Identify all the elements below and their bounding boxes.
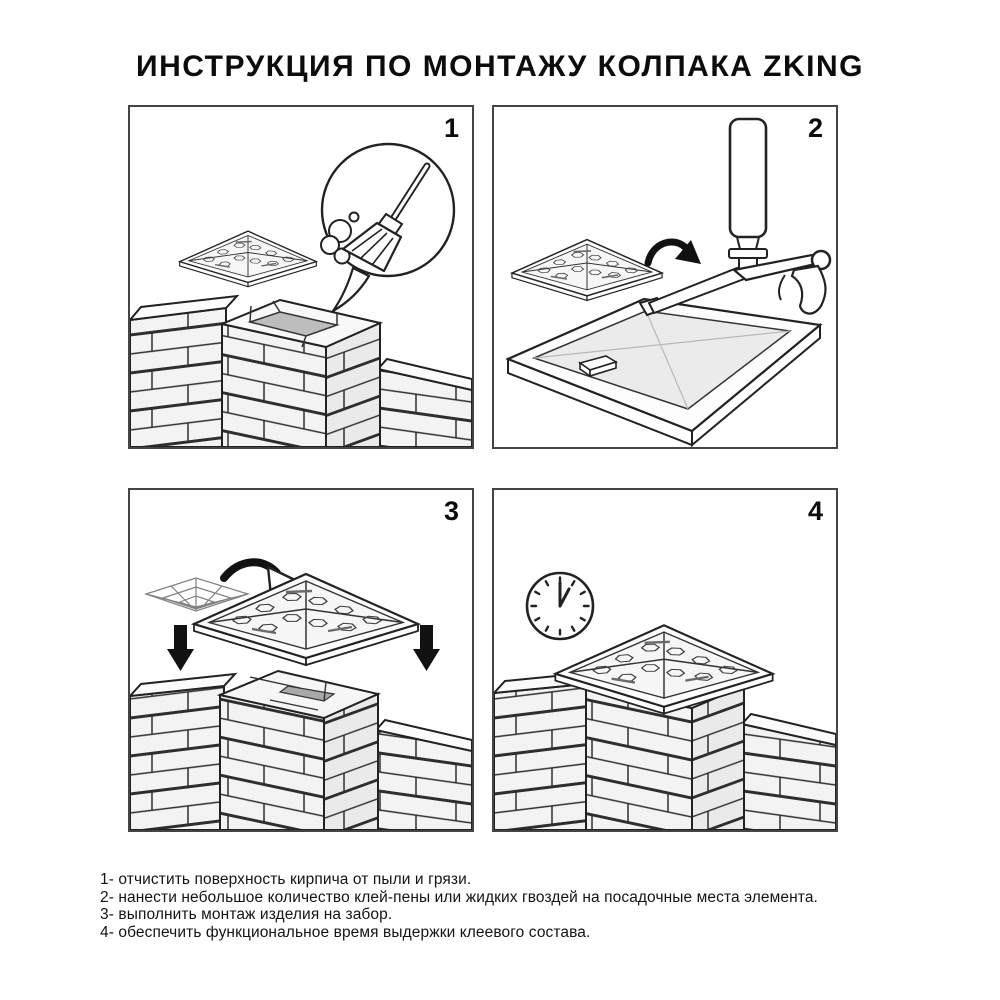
brick-pillar: [220, 671, 378, 830]
gun-grip: [792, 266, 826, 314]
step-number: 1: [443, 113, 459, 143]
step-panel-4: [492, 488, 838, 832]
instruction-line-3: 3- выполнить монтаж изделия на забор.: [100, 906, 393, 924]
step-number: 2: [807, 113, 823, 143]
step-panel-1: [128, 105, 474, 449]
steps-grid: [128, 105, 838, 832]
speech-bubble: [321, 144, 454, 311]
left-brick-wall: [130, 296, 237, 447]
step-number: 3: [443, 496, 459, 526]
right-brick-wall: [376, 720, 472, 830]
step-4-illustration: [494, 490, 836, 830]
instruction-line-1: 1- отчистить поверхность кирпича от пыли и грязи.: [100, 871, 472, 888]
step-panel-2: [492, 105, 838, 449]
foam-gun-icon: [640, 119, 830, 315]
step-panel-3: [128, 488, 474, 832]
cap-floating: [180, 231, 317, 287]
inverted-cap-tray: [508, 299, 820, 445]
step-3-illustration: [130, 490, 472, 830]
step-1-illustration: [130, 107, 472, 447]
gun-trigger: [779, 275, 785, 300]
brick-pillar: [222, 300, 380, 447]
left-brick-wall: [494, 672, 597, 830]
right-brick-wall: [378, 359, 472, 447]
instructions-list: [100, 871, 960, 941]
step-2-illustration: [494, 107, 836, 447]
clock-icon: [527, 573, 593, 639]
page-title: ИНСТРУКЦИЯ ПО МОНТАЖУ КОЛПАКА ZKING: [136, 50, 864, 84]
foam-canister: [730, 119, 766, 237]
instruction-line-2: 2- нанести небольшое количество клей-пены или жидких гвоздей на посадочные места элемента.: [100, 888, 818, 906]
flip-arrow-icon: [648, 240, 701, 264]
step-number: 4: [807, 496, 823, 526]
right-brick-wall: [742, 714, 836, 830]
cap-small: [512, 240, 662, 301]
instruction-line-4: 4- обеспечить функциональное время выдержки клеевого состава.: [100, 923, 591, 941]
